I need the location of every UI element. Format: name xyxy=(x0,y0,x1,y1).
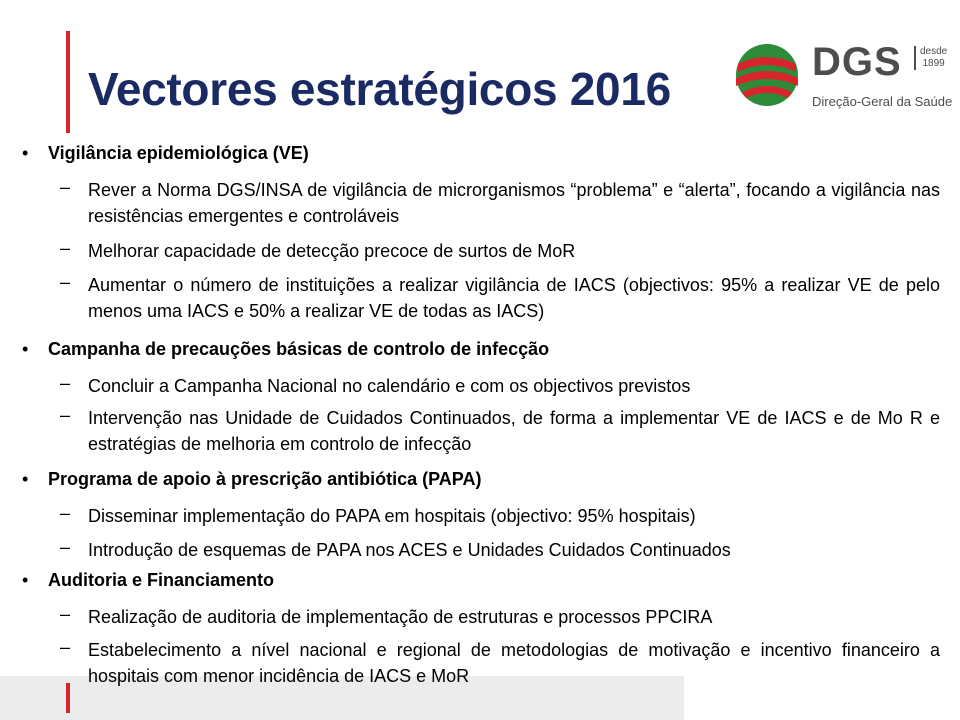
slide-title: Vectores estratégicos 2016 xyxy=(88,63,671,115)
sub-marker: – xyxy=(60,405,71,425)
sub-item-text: Intervenção nas Unidade de Cuidados Continuados, de forma a implementar VE de IACS e de Mo R e estratégias de melhoria em controlo de infecção xyxy=(88,408,940,454)
sub-item-text: Concluir a Campanha Nacional no calendário e com os objectivos previstos xyxy=(88,376,691,396)
accent-bar-top xyxy=(66,31,70,133)
sub-marker: – xyxy=(60,604,71,624)
sub-item-text: Realização de auditoria de implementação de estruturas e processos PPCIRA xyxy=(88,607,713,627)
sub-marker: – xyxy=(60,177,71,197)
logo-since xyxy=(914,46,947,70)
bullet-marker: • xyxy=(22,339,29,359)
bullet-label: Programa de apoio à prescrição antibiótica (PAPA) xyxy=(48,469,482,489)
sub-item-text: Disseminar implementação do PAPA em hospitais (objectivo: 95% hospitais) xyxy=(88,506,696,526)
bullet-label: Vigilância epidemiológica (VE) xyxy=(48,143,309,163)
logo-mark-text: DGS xyxy=(812,40,902,84)
sub-marker: – xyxy=(60,272,71,292)
bullet-label: Auditoria e Financiamento xyxy=(48,570,275,590)
dgs-logo xyxy=(734,38,953,118)
dgs-emblem-icon xyxy=(734,42,800,108)
logo-since-line2: 1899 xyxy=(922,58,945,69)
accent-bar-bottom xyxy=(66,683,70,713)
logo-full-name: Direção-Geral da Saúde xyxy=(812,94,953,109)
logo-since-line1: desde xyxy=(920,46,948,57)
bullet-marker: • xyxy=(22,143,29,163)
sub-item-text: Rever a Norma DGS/INSA de vigilância de microrganismos “problema” e “alerta”, focando a vigilância nas resistências emergentes e controláveis xyxy=(88,180,940,226)
bullet-marker: • xyxy=(22,570,29,590)
bullet-marker: • xyxy=(22,469,29,489)
sub-marker: – xyxy=(60,373,71,393)
sub-item-text: Melhorar capacidade de detecção precoce de surtos de MoR xyxy=(88,241,576,261)
sub-item-text: Aumentar o número de instituições a realizar vigilância de IACS (objectivos: 95% a realizar VE de pelo menos uma IACS e 50% a realizar VE de todas as IACS) xyxy=(88,275,940,321)
bullet-label: Campanha de precauções básicas de controlo de infecção xyxy=(48,339,550,359)
sub-item-text: Introdução de esquemas de PAPA nos ACES e Unidades Cuidados Continuados xyxy=(88,540,731,560)
sub-marker: – xyxy=(60,537,71,557)
sub-marker: – xyxy=(60,637,71,657)
sub-marker: – xyxy=(60,503,71,523)
sub-item-text: Estabelecimento a nível nacional e regional de metodologias de motivação e incentivo financeiro a hospitais com menor incidência de IACS e MoR xyxy=(88,640,940,686)
sub-marker: – xyxy=(60,238,71,258)
